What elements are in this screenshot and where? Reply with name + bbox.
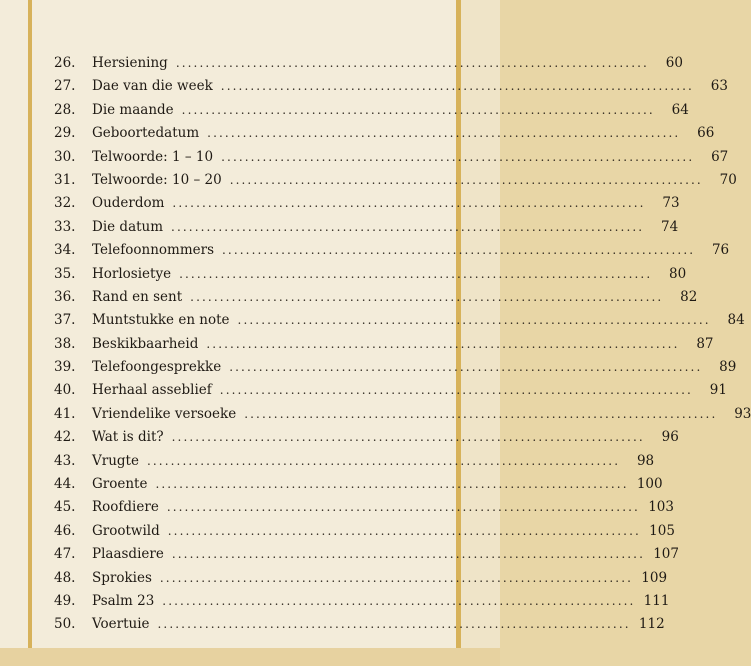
entry-title: Grootwild (92, 522, 160, 539)
entry-title: Dae van die week (92, 78, 213, 95)
toc-entry (54, 452, 655, 476)
entry-number: 40. (54, 382, 76, 399)
entry-page-number: 70 (719, 171, 737, 188)
dot-leader: ................................................................................ (222, 243, 696, 258)
entry-number: 37. (54, 312, 76, 329)
table-of-contents (54, 55, 751, 640)
entry-number: 38. (54, 335, 76, 352)
entry-number: 49. (54, 592, 76, 609)
entry-page-number: 82 (680, 288, 698, 305)
entry-page-number: 111 (643, 592, 670, 609)
entry-number: 34. (54, 242, 76, 259)
entry-number: 33. (54, 218, 76, 235)
toc-entry (54, 148, 729, 172)
entry-title: Die maande (92, 101, 174, 118)
toc-entry (54, 569, 668, 593)
entry-number: 39. (54, 359, 76, 376)
dot-leader: ................................................................................ (229, 360, 703, 375)
dot-leader: ................................................................................ (171, 547, 645, 562)
entry-page-number: 107 (653, 546, 679, 563)
entry-page-number: 80 (669, 265, 687, 282)
entry-number: 31. (54, 171, 76, 188)
entry-title: Hersiening (92, 55, 168, 71)
dot-leader: ................................................................................ (171, 219, 645, 234)
dot-leader: ................................................................................ (207, 126, 681, 141)
entry-page-number: 87 (696, 335, 714, 352)
entry-page-number: 91 (709, 382, 727, 399)
toc-entry (54, 265, 687, 289)
toc-entry (54, 78, 728, 101)
entry-number: 36. (54, 288, 76, 305)
entry-number: 43. (54, 452, 76, 469)
entry-title: Telefoonnommers (92, 242, 214, 259)
toc-entry (54, 195, 680, 218)
entry-page-number: 93 (734, 405, 751, 422)
toc-entry (54, 592, 670, 616)
entry-page-number: 66 (697, 125, 715, 142)
entry-page-number: 112 (638, 616, 665, 633)
entry-title: Ouderdom (92, 195, 165, 212)
toc-entry (54, 242, 730, 265)
entry-number: 46. (54, 522, 76, 539)
toc-entry (54, 288, 698, 312)
entry-number: 47. (54, 546, 76, 563)
toc-entry (54, 616, 665, 639)
entry-number: 32. (54, 195, 76, 212)
dot-leader: ................................................................................ (220, 79, 694, 94)
entry-title: Psalm 23 (92, 592, 155, 609)
dot-leader: ................................................................................ (146, 453, 621, 468)
entry-title: Die datum (92, 218, 164, 235)
entry-number: 44. (54, 476, 76, 493)
entry-page-number: 63 (710, 78, 728, 95)
dot-leader: ................................................................................ (171, 430, 645, 445)
toc-entry (54, 429, 679, 452)
entry-title: Rand en sent (92, 288, 183, 305)
dot-leader: ................................................................................ (175, 56, 649, 70)
entry-title: Plaasdiere (92, 546, 164, 563)
toc-entry (54, 476, 663, 499)
entry-number: 42. (54, 429, 76, 446)
entry-page-number: 105 (649, 522, 675, 539)
entry-number: 30. (54, 148, 76, 165)
dot-leader: ................................................................................ (221, 149, 695, 164)
dot-leader: ................................................................................ (166, 500, 640, 515)
toc-entry (54, 405, 751, 429)
toc-entry (54, 382, 727, 405)
adjacent-page-edge (461, 0, 500, 666)
entry-title: Roofdiere (92, 499, 159, 516)
entry-page-number: 109 (641, 569, 668, 586)
entry-title: Telwoorde: 1 – 10 (92, 148, 214, 165)
toc-entry (54, 546, 679, 569)
toc-entry (54, 359, 737, 382)
toc-entry (54, 171, 737, 195)
entry-page-number: 96 (661, 429, 679, 446)
page-bottom-edge (0, 648, 500, 666)
dot-leader: ................................................................................ (157, 617, 631, 632)
dot-leader: ................................................................................ (244, 406, 718, 421)
entry-title: Wat is dit? (92, 429, 164, 446)
entry-page-number: 100 (636, 476, 663, 493)
entry-page-number: 98 (636, 452, 655, 469)
dot-leader: ................................................................................ (229, 172, 703, 187)
toc-entry (54, 335, 714, 359)
entry-number: 29. (54, 125, 76, 142)
dot-leader: ................................................................................ (167, 523, 641, 538)
entry-title: Vriendelike versoeke (92, 405, 237, 422)
entry-title: Telefoongesprekke (92, 359, 222, 376)
entry-number: 35. (54, 265, 76, 282)
toc-entry (54, 101, 689, 125)
entry-page-number: 89 (719, 359, 737, 376)
toc-entry (54, 55, 683, 78)
entry-page-number: 76 (711, 242, 730, 259)
entry-number: 45. (54, 499, 76, 516)
toc-entry (54, 312, 745, 335)
entry-title: Herhaal asseblief (92, 382, 212, 399)
dot-leader: ................................................................................ (181, 102, 655, 117)
entry-page-number: 60 (665, 55, 683, 71)
dot-leader: ................................................................................ (237, 313, 711, 328)
dot-leader: ................................................................................ (190, 289, 664, 304)
dot-leader: ................................................................................ (172, 196, 646, 211)
dot-leader: ................................................................................ (179, 266, 653, 281)
toc-entry (54, 218, 679, 242)
toc-entry (54, 522, 675, 546)
toc-entry (54, 125, 715, 148)
entry-page-number: 84 (727, 312, 745, 329)
entry-number: 26. (54, 55, 76, 71)
entry-number: 50. (54, 616, 76, 633)
entry-page-number: 74 (661, 218, 679, 235)
toc-entry (54, 499, 674, 522)
entry-title: Horlosietye (92, 265, 172, 282)
entry-page-number: 103 (648, 499, 674, 516)
dot-leader: ................................................................................ (155, 477, 629, 492)
entry-title: Geboortedatum (92, 125, 200, 142)
dot-leader: ................................................................................ (162, 593, 636, 608)
entry-title: Sprokies (92, 569, 152, 586)
entry-number: 41. (54, 405, 76, 422)
left-border-line (28, 0, 32, 666)
entry-title: Beskikbaarheid (92, 335, 199, 352)
entry-number: 27. (54, 78, 76, 95)
entry-title: Voertuie (92, 616, 150, 633)
dot-leader: ................................................................................ (206, 336, 680, 351)
entry-title: Telwoorde: 10 – 20 (92, 171, 222, 188)
dot-leader: ................................................................................ (219, 383, 693, 398)
entry-title: Vrugte (92, 452, 139, 469)
entry-title: Muntstukke en note (92, 312, 230, 329)
entry-page-number: 67 (711, 148, 729, 165)
entry-title: Groente (92, 476, 148, 493)
entry-number: 28. (54, 101, 76, 118)
entry-number: 48. (54, 569, 76, 586)
entry-page-number: 64 (671, 101, 689, 118)
entry-page-number: 73 (662, 195, 680, 212)
dot-leader: ................................................................................ (159, 570, 634, 585)
